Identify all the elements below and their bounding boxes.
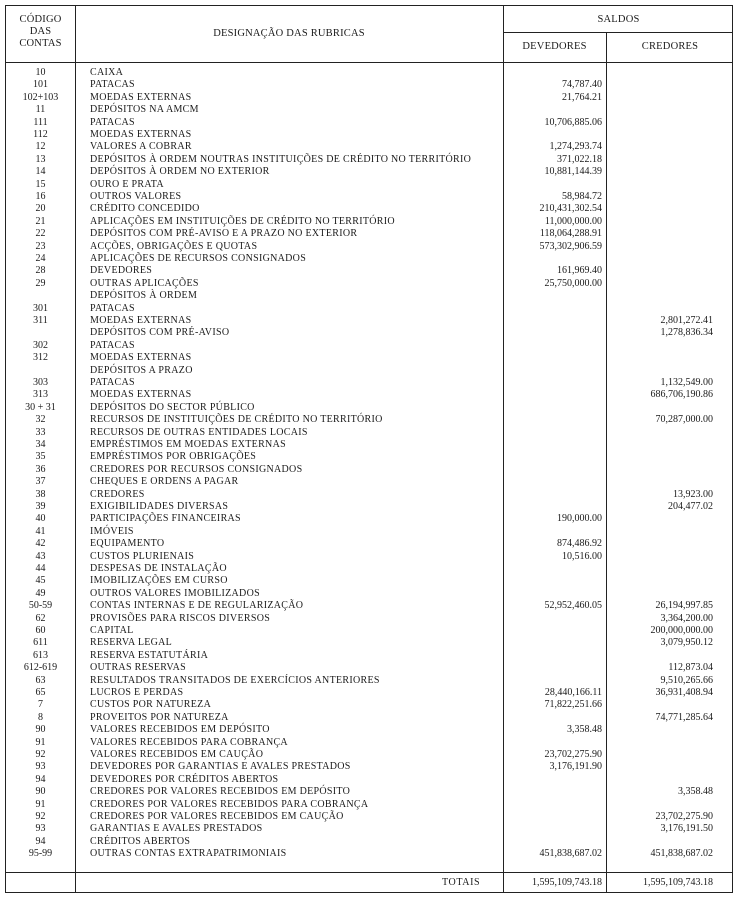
row-desc: OUTROS VALORES xyxy=(90,191,182,202)
row-code: 15 xyxy=(35,178,46,190)
row-desc: MOEDAS EXTERNAS xyxy=(90,129,192,140)
row-deb: 10,706,885.06 xyxy=(544,116,602,128)
row-desc: DEVEDORES xyxy=(90,265,153,277)
row-cred: 9,510,265.66 xyxy=(660,674,713,686)
row-cred: 686,706,190.86 xyxy=(650,389,713,401)
row-deb: 23,702,275.90 xyxy=(544,749,602,760)
row-desc: DEPÓSITOS À ORDEM xyxy=(90,290,198,302)
row-code: 10 xyxy=(35,67,46,78)
row-desc: RESERVA ESTATUTÁRIA xyxy=(90,649,209,661)
row-desc: PATACAS xyxy=(90,302,135,314)
row-code: 22 xyxy=(35,228,46,240)
totals-top-rule xyxy=(6,872,732,873)
balance-table xyxy=(5,5,733,893)
row-desc: DEPÓSITOS DO SECTOR PÚBLICO xyxy=(90,401,255,413)
row-code: 8 xyxy=(38,711,43,723)
row-desc: PATACAS xyxy=(90,116,135,128)
row-cred: 451,838,687.02 xyxy=(650,848,713,860)
header-code-line1: CÓDIGO xyxy=(19,14,62,25)
row-code: 62 xyxy=(35,612,46,624)
row-cred: 1,132,549.00 xyxy=(660,377,713,388)
row-code: 34 xyxy=(35,439,46,450)
row-code: 44 xyxy=(35,563,46,574)
row-code: 303 xyxy=(33,377,48,388)
row-cred: 23,702,275.90 xyxy=(655,811,713,822)
row-deb: 11,000,000.00 xyxy=(544,215,602,227)
row-code: 11 xyxy=(35,104,46,116)
row-code: 36 xyxy=(35,463,46,475)
row-code: 313 xyxy=(33,389,48,401)
row-desc: VALORES RECEBIDOS PARA COBRANÇA xyxy=(90,736,288,748)
row-desc: CAIXA xyxy=(90,67,124,78)
row-code: 611 xyxy=(33,637,48,649)
row-deb: 10,881,144.39 xyxy=(544,166,602,178)
row-code: 33 xyxy=(35,426,46,438)
row-desc: PATACAS xyxy=(90,339,135,351)
row-cred: 3,358.48 xyxy=(678,786,713,798)
row-desc: RESULTADOS TRANSITADOS DE EXERCÍCIOS ANTERIORES xyxy=(90,674,380,686)
row-code: 38 xyxy=(35,488,46,500)
row-desc: DEPÓSITOS A PRAZO xyxy=(90,364,193,376)
row-code: 91 xyxy=(35,736,46,748)
row-desc: MOEDAS EXTERNAS xyxy=(90,315,192,326)
header-designation: DESIGNAÇÃO DAS RUBRICAS xyxy=(213,28,365,39)
row-code: 24 xyxy=(35,253,46,264)
row-cred: 74,771,285.64 xyxy=(655,711,713,723)
row-deb: 573,302,906.59 xyxy=(539,240,602,252)
row-code: 12 xyxy=(35,141,46,153)
row-desc: CUSTOS PLURIENAIS xyxy=(90,550,195,562)
totals-creditors: 1,595,109,743.18 xyxy=(643,877,713,888)
row-desc: DEVEDORES POR CRÉDITOS ABERTOS xyxy=(90,773,279,785)
row-code: 92 xyxy=(35,811,46,822)
row-cred: 204,477.02 xyxy=(668,501,713,512)
row-cred: 26,194,997.85 xyxy=(655,600,713,612)
row-deb: 58,984.72 xyxy=(562,191,602,202)
row-code: 42 xyxy=(35,538,46,550)
row-desc: PATACAS xyxy=(90,79,135,91)
row-code: 111 xyxy=(33,116,48,128)
row-desc: CREDORES POR RECURSOS CONSIGNADOS xyxy=(90,463,303,475)
row-deb: 25,750,000.00 xyxy=(544,277,602,289)
row-deb: 21,764.21 xyxy=(562,91,602,103)
row-deb: 190,000.00 xyxy=(557,513,602,525)
header-code-line2: DAS xyxy=(29,26,52,37)
row-code: 311 xyxy=(33,315,48,326)
row-desc: EMPRÉSTIMOS POR OBRIGAÇÕES xyxy=(90,451,257,463)
row-desc: VALORES RECEBIDOS EM DEPÓSITO xyxy=(90,724,270,736)
row-deb: 371,022.18 xyxy=(557,153,602,165)
header-code-line3: CONTAS xyxy=(19,38,62,49)
row-code: 63 xyxy=(35,674,46,686)
row-desc: CRÉDITO CONCEDIDO xyxy=(90,203,200,215)
saldos-divider xyxy=(503,32,732,33)
row-code: 90 xyxy=(35,724,46,736)
row-code: 95-99 xyxy=(28,848,53,860)
row-code: 23 xyxy=(35,240,46,252)
totals-label: TOTAIS xyxy=(442,877,481,888)
row-desc: PROVEITOS POR NATUREZA xyxy=(90,711,229,723)
row-code: 302 xyxy=(33,339,48,351)
row-code: 21 xyxy=(35,215,46,227)
row-deb: 28,440,166.11 xyxy=(544,687,602,698)
row-code: 45 xyxy=(35,575,46,587)
row-desc: CRÉDITOS ABERTOS xyxy=(90,835,191,847)
row-code: 92 xyxy=(35,749,46,760)
row-desc: EMPRÉSTIMOS EM MOEDAS EXTERNAS xyxy=(90,439,286,450)
row-desc: APLICAÇÕES DE RECURSOS CONSIGNADOS xyxy=(90,253,307,264)
row-desc: CHEQUES E ORDENS A PAGAR xyxy=(90,476,239,488)
row-code: 93 xyxy=(35,761,46,773)
row-code: 65 xyxy=(35,687,46,698)
row-desc: PARTICIPAÇÕES FINANCEIRAS xyxy=(90,513,241,525)
row-desc: DEPÓSITOS COM PRÉ-AVISO xyxy=(90,327,230,339)
row-deb: 3,358.48 xyxy=(567,724,602,736)
row-code: 14 xyxy=(35,166,46,178)
row-code: 90 xyxy=(35,786,46,798)
row-desc: CAPITAL xyxy=(90,625,134,636)
row-desc: PROVISÕES PARA RISCOS DIVERSOS xyxy=(90,612,271,624)
row-desc: OUTRAS RESERVAS xyxy=(90,662,187,674)
row-desc: IMÓVEIS xyxy=(90,525,134,537)
col-divider-creditors xyxy=(606,32,607,892)
row-desc: CREDORES POR VALORES RECEBIDOS PARA COBRANÇA xyxy=(90,798,369,810)
row-desc: DEPÓSITOS À ORDEM NOUTRAS INSTITUIÇÕES DE CRÉDITO NO TERRITÓRIO xyxy=(90,153,472,165)
row-deb: 874,486.92 xyxy=(557,538,602,550)
row-code: 91 xyxy=(35,798,46,810)
row-code: 102+103 xyxy=(22,91,59,103)
row-code: 43 xyxy=(35,550,46,562)
row-code: 35 xyxy=(35,451,46,463)
row-cred: 2,801,272.41 xyxy=(660,315,713,326)
row-cred: 112,873.04 xyxy=(668,662,713,674)
row-code: 101 xyxy=(33,79,48,91)
row-deb: 161,969.40 xyxy=(557,265,602,277)
row-desc: IMOBILIZAÇÕES EM CURSO xyxy=(90,575,228,587)
row-cred: 200,000,000.00 xyxy=(650,625,713,636)
row-desc: CREDORES POR VALORES RECEBIDOS EM CAUÇÃO xyxy=(90,811,344,822)
row-deb: 210,431,302.54 xyxy=(539,203,602,215)
row-desc: EXIGIBILIDADES DIVERSAS xyxy=(90,501,229,512)
header-saldos: SALDOS xyxy=(597,14,640,25)
row-cred: 13,923.00 xyxy=(673,488,713,500)
row-code: 93 xyxy=(35,823,46,835)
row-desc: MOEDAS EXTERNAS xyxy=(90,389,192,401)
row-desc: CREDORES POR VALORES RECEBIDOS EM DEPÓSITO xyxy=(90,786,351,798)
row-cred: 70,287,000.00 xyxy=(655,414,713,426)
row-desc: OURO E PRATA xyxy=(90,178,164,190)
row-code: 112 xyxy=(33,129,48,140)
header-code xyxy=(6,14,75,50)
row-code: 37 xyxy=(35,476,46,488)
row-code: 312 xyxy=(33,352,48,364)
row-desc: CUSTOS POR NATUREZA xyxy=(90,699,212,711)
row-desc: CONTAS INTERNAS E DE REGULARIZAÇÃO xyxy=(90,600,304,612)
row-cred: 3,176,191.50 xyxy=(660,823,713,835)
row-code: 94 xyxy=(35,773,46,785)
row-desc: EQUIPAMENTO xyxy=(90,538,165,550)
col-divider-code xyxy=(75,6,76,892)
totals-debtors: 1,595,109,743.18 xyxy=(532,877,602,888)
row-desc: MOEDAS EXTERNAS xyxy=(90,352,192,364)
row-desc: LUCROS E PERDAS xyxy=(90,687,184,698)
row-desc: RECURSOS DE INSTITUIÇÕES DE CRÉDITO NO TERRITÓRIO xyxy=(90,414,383,426)
row-code: 30 + 31 xyxy=(25,401,56,413)
row-code: 60 xyxy=(35,625,46,636)
row-desc: RECURSOS DE OUTRAS ENTIDADES LOCAIS xyxy=(90,426,308,438)
row-code: 94 xyxy=(35,835,46,847)
row-code: 612-619 xyxy=(23,662,58,674)
row-code: 49 xyxy=(35,587,46,599)
row-desc: DEPÓSITOS NA AMCM xyxy=(90,104,199,116)
row-cred: 3,364,200.00 xyxy=(660,612,713,624)
row-desc: DEPÓSITOS COM PRÉ-AVISO E A PRAZO NO EXTERIOR xyxy=(90,228,358,240)
row-desc: DEVEDORES POR GARANTIAS E AVALES PRESTADOS xyxy=(90,761,351,773)
row-code: 28 xyxy=(35,265,46,277)
row-deb: 451,838,687.02 xyxy=(539,848,602,860)
row-desc: PATACAS xyxy=(90,377,135,388)
row-code: 29 xyxy=(35,277,46,289)
row-desc: ACÇÕES, OBRIGAÇÕES E QUOTAS xyxy=(90,240,258,252)
row-deb: 52,952,460.05 xyxy=(544,600,602,612)
header-bottom-rule xyxy=(6,62,732,63)
row-desc: VALORES RECEBIDOS EM CAUÇÃO xyxy=(90,749,264,760)
row-code: 40 xyxy=(35,513,46,525)
row-desc: DEPÓSITOS À ORDEM NO EXTERIOR xyxy=(90,166,270,178)
row-deb: 118,064,288.91 xyxy=(539,228,602,240)
row-code: 32 xyxy=(35,414,46,426)
header-debtors: DEVEDORES xyxy=(522,41,587,52)
row-desc: DESPESAS DE INSTALAÇÃO xyxy=(90,563,227,574)
row-desc: APLICAÇÕES EM INSTITUIÇÕES DE CRÉDITO NO TERRITÓRIO xyxy=(90,215,395,227)
row-cred: 3,079,950.12 xyxy=(660,637,713,649)
row-desc: OUTRAS CONTAS EXTRAPATRIMONIAIS xyxy=(90,848,287,860)
row-deb: 1,274,293.74 xyxy=(549,141,602,153)
row-desc: MOEDAS EXTERNAS xyxy=(90,91,192,103)
row-cred: 1,278,836.34 xyxy=(660,327,713,339)
row-code: 13 xyxy=(35,153,46,165)
row-desc: OUTROS VALORES IMOBILIZADOS xyxy=(90,587,260,599)
row-code: 50-59 xyxy=(28,600,53,612)
row-desc: OUTRAS APLICAÇÕES xyxy=(90,277,199,289)
header-creditors: CREDORES xyxy=(641,41,699,52)
row-deb: 74,787.40 xyxy=(562,79,602,91)
row-deb: 3,176,191.90 xyxy=(549,761,602,773)
row-desc: GARANTIAS E AVALES PRESTADOS xyxy=(90,823,263,835)
row-code: 301 xyxy=(33,302,48,314)
row-code: 16 xyxy=(35,191,46,202)
row-deb: 71,822,251.66 xyxy=(544,699,602,711)
row-desc: RESERVA LEGAL xyxy=(90,637,173,649)
row-code: 7 xyxy=(38,699,43,711)
row-cred: 36,931,408.94 xyxy=(655,687,713,698)
row-desc: VALORES A COBRAR xyxy=(90,141,192,153)
row-code: 41 xyxy=(35,525,46,537)
row-deb: 10,516.00 xyxy=(562,550,602,562)
row-code: 20 xyxy=(35,203,46,215)
row-desc: CREDORES xyxy=(90,488,145,500)
row-code: 613 xyxy=(33,649,48,661)
row-code: 39 xyxy=(35,501,46,512)
